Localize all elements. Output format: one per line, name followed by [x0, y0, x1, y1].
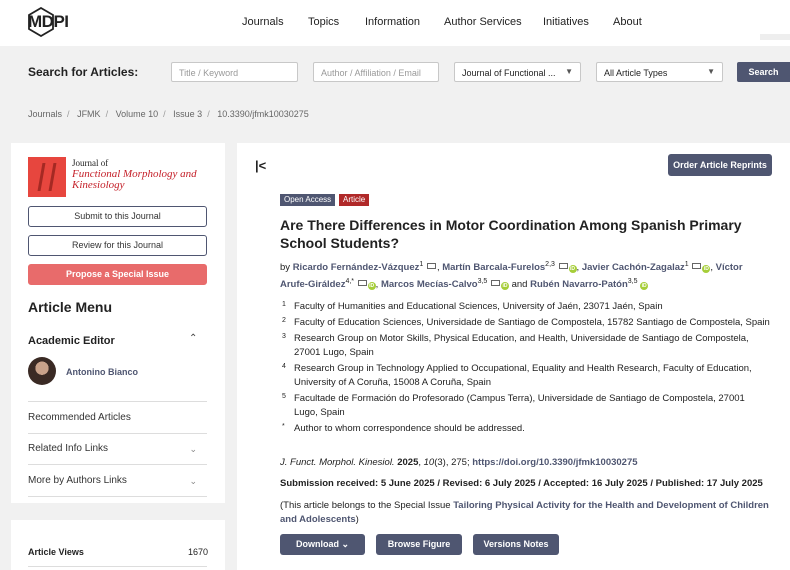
orcid-icon[interactable]: iD: [502, 283, 508, 290]
breadcrumb-jfmk[interactable]: JFMK: [77, 109, 101, 119]
download-label: Download: [295, 539, 339, 549]
review-journal-button[interactable]: Review for this Journal: [28, 235, 207, 256]
journal-select-value: Journal of Functional ...: [462, 68, 556, 78]
collapse-sidebar-icon[interactable]: |<: [255, 158, 267, 173]
affiliation-text: Faculty of Humanities and Educational Sciences, University of Jaén, 23071 Jaén, Spain: [294, 301, 663, 312]
search-label: Search for Articles:: [28, 65, 139, 79]
open-access-badge: Open Access: [280, 194, 335, 206]
email-icon[interactable]: [358, 280, 367, 286]
chevron-down-icon: ⌄: [341, 539, 350, 549]
email-icon[interactable]: [692, 263, 701, 269]
author-affiliation-input[interactable]: Author / Affiliation / Email: [313, 62, 439, 82]
orcid-icon[interactable]: iD: [641, 283, 647, 290]
author-affil-sup: 3,5: [627, 278, 638, 286]
email-icon[interactable]: [559, 263, 568, 269]
search-button[interactable]: Search: [737, 62, 790, 82]
citation-line: J. Funct. Morphol. Kinesiol. 2025, 10(3), 275; https://doi.org/10.3390/jfmk10030275: [280, 457, 638, 468]
chevron-down-icon: ▼: [565, 67, 573, 76]
affiliation-text: Research Group on Motor Skills, Physical Education, and Health, Universidade de Santiago de Compostela, 27001 Lugo, Spain: [294, 333, 749, 358]
affiliation-number: 2: [282, 317, 286, 324]
citation-year: 2025: [397, 457, 419, 468]
mdpi-logo[interactable]: [28, 7, 69, 37]
author-link[interactable]: Marcos Mecías-Calvo: [380, 279, 478, 291]
affiliation-item: [280, 300, 770, 314]
citation-journal: J. Funct. Morphol. Kinesiol.: [280, 457, 395, 468]
editor-name[interactable]: Antonino Bianco: [66, 367, 138, 377]
journal-logo[interactable]: [28, 157, 198, 197]
affiliation-item: [280, 316, 770, 330]
affiliation-text: Facultade de Formación do Profesorado (Campus Terra), Universidade de Santiago de Compostela, 27001 Lugo, Spain: [294, 393, 745, 418]
order-reprints-button[interactable]: Order Article Reprints: [668, 154, 772, 176]
editor-avatar: [28, 357, 56, 385]
author-link[interactable]: Víctor Arufe-Giráldez: [280, 262, 743, 291]
sidebar-item-more-by-authors[interactable]: [28, 465, 207, 497]
and-label: and: [511, 279, 528, 291]
email-icon[interactable]: [491, 280, 500, 286]
affiliation-list: [280, 300, 770, 438]
author-link[interactable]: Ricardo Fernández-Vázquez: [292, 262, 420, 274]
article-menu-title: Article Menu: [28, 299, 113, 315]
journal-name-line1: Journal of: [72, 158, 109, 168]
title-keyword-input[interactable]: Title / Keyword: [171, 62, 298, 82]
author-affil-sup: 4,*: [345, 278, 355, 286]
affiliation-text: Faculty of Education Sciences, Universidade de Santiago de Compostela, 15782 Santiago de Compostela, Spain: [294, 317, 770, 328]
browse-figure-button[interactable]: Browse Figure: [376, 534, 462, 555]
article-type-badge: Article: [339, 194, 369, 206]
search-bar: [0, 46, 790, 98]
affiliation-number: 5: [282, 393, 286, 400]
sidebar-item-label: More by Authors Links: [28, 475, 127, 486]
author-link[interactable]: Rubén Navarro-Patón: [530, 279, 628, 291]
special-issue-suffix: ): [355, 514, 359, 525]
propose-special-issue-button[interactable]: Propose a Special Issue: [28, 264, 207, 285]
download-button[interactable]: [280, 534, 365, 555]
breadcrumb-separator: /: [67, 109, 70, 119]
journal-cover-image: [28, 157, 66, 197]
author-list: by Ricardo Fernández-Vázquez$^1$ , Martín Barcala-Furelos$^{2,3}$ iD , Javier Cachón-Zagalaz$^1$ iD , Víctor Arufe-Giráldez$^{4,*}$ iD , Marcos Mecías-Calvo$^{3,5}$ iD and Rubén Navarro-Patón$^{3,5}$ iD: [280, 261, 743, 291]
publication-dates: Submission received: 5 June 2025 / Revised: 6 July 2025 / Accepted: 16 July 2025 / Published: 17 July 2025: [280, 478, 763, 489]
breadcrumb-doi: 10.3390/jfmk10030275: [217, 109, 309, 119]
author-affil-sup: 3,5: [477, 278, 488, 286]
academic-editor-title[interactable]: Academic Editor: [28, 335, 115, 347]
article-type-select[interactable]: [596, 62, 723, 82]
orcid-icon[interactable]: iD: [703, 266, 709, 273]
author-link[interactable]: Javier Cachón-Zagalaz: [581, 262, 685, 274]
special-issue-link[interactable]: Tailoring Physical Activity for the Health and Development of Children and Adolescents: [280, 500, 769, 525]
citation-rest: (3), 275;: [434, 457, 470, 468]
submit-journal-button[interactable]: Submit to this Journal: [28, 206, 207, 227]
nav-initiatives[interactable]: Initiatives: [543, 16, 589, 28]
email-icon[interactable]: [427, 263, 436, 269]
sidebar-item-label: Recommended Articles: [28, 412, 131, 423]
affiliation-number: *: [282, 423, 285, 430]
journal-name-line2: Functional Morphology and Kinesiology: [72, 168, 197, 191]
nav-about[interactable]: About: [613, 16, 642, 28]
article-views-label: Article Views: [28, 547, 84, 557]
chevron-down-icon: ⌄: [189, 476, 197, 486]
top-navbar: [0, 0, 790, 46]
nav-information[interactable]: Information: [365, 16, 421, 28]
article-metrics-panel: [11, 520, 225, 570]
orcid-icon[interactable]: iD: [369, 283, 375, 290]
special-issue-note: [280, 499, 775, 527]
breadcrumb-volume[interactable]: Volume 10: [115, 109, 159, 119]
article-views-value: 1670: [187, 547, 208, 557]
chevron-down-icon: ▼: [707, 67, 715, 76]
affiliation-text: Research Group in Technology Applied to Occupational, Equality and Health Research, Faculty of Education, University of A Coruña, 15008 A Coruña, Spain: [294, 363, 752, 388]
nav-edge-tab: [760, 34, 790, 40]
sidebar-item-related-info[interactable]: [28, 433, 207, 465]
citation-volume: 10: [423, 457, 435, 468]
author-affil-sup: 1: [419, 261, 424, 268]
left-sidebar: [11, 143, 225, 503]
chevron-up-icon[interactable]: ⌃: [189, 333, 198, 344]
article-panel: [237, 143, 790, 570]
nav-journals[interactable]: Journals: [242, 16, 284, 28]
author-affil-sup: 2,3: [545, 261, 555, 268]
doi-link[interactable]: https://doi.org/10.3390/jfmk10030275: [472, 457, 638, 468]
sidebar-item-recommended[interactable]: [28, 402, 207, 434]
breadcrumb: [28, 109, 314, 119]
by-label: by: [280, 262, 291, 274]
nav-topics[interactable]: Topics: [308, 16, 340, 28]
article-title: Are There Differences in Motor Coordination Among Spanish Primary School Students?: [280, 217, 742, 251]
sidebar-item-label: Related Info Links: [28, 443, 109, 454]
affiliation-item: [280, 362, 770, 390]
affiliation-text: Author to whom correspondence should be addressed.: [294, 423, 525, 434]
affiliation-number: 3: [282, 333, 286, 340]
affiliation-number: 1: [282, 301, 286, 308]
logo-text: MDPI: [28, 12, 69, 31]
affiliation-item: [280, 392, 770, 420]
breadcrumb-separator: /: [207, 109, 210, 119]
versions-notes-button[interactable]: Versions Notes: [473, 534, 559, 555]
breadcrumb-issue[interactable]: Issue 3: [173, 109, 203, 119]
author-affil-sup: 1: [684, 261, 689, 268]
breadcrumb-separator: /: [163, 109, 166, 119]
special-issue-prefix: (This article belongs to the Special Issue: [280, 500, 451, 511]
affiliation-number: 4: [282, 363, 286, 370]
article-type-value: All Article Types: [604, 68, 668, 78]
divider: [28, 566, 207, 567]
author-link[interactable]: Martín Barcala-Furelos: [442, 262, 546, 274]
nav-author-services[interactable]: Author Services: [444, 16, 522, 28]
breadcrumb-journals[interactable]: Journals: [28, 109, 63, 119]
chevron-down-icon: ⌄: [189, 444, 197, 454]
breadcrumb-separator: /: [105, 109, 109, 119]
orcid-icon[interactable]: iD: [570, 266, 576, 273]
journal-select[interactable]: [454, 62, 581, 82]
affiliation-item: [280, 332, 770, 360]
affiliation-item: [280, 422, 770, 436]
